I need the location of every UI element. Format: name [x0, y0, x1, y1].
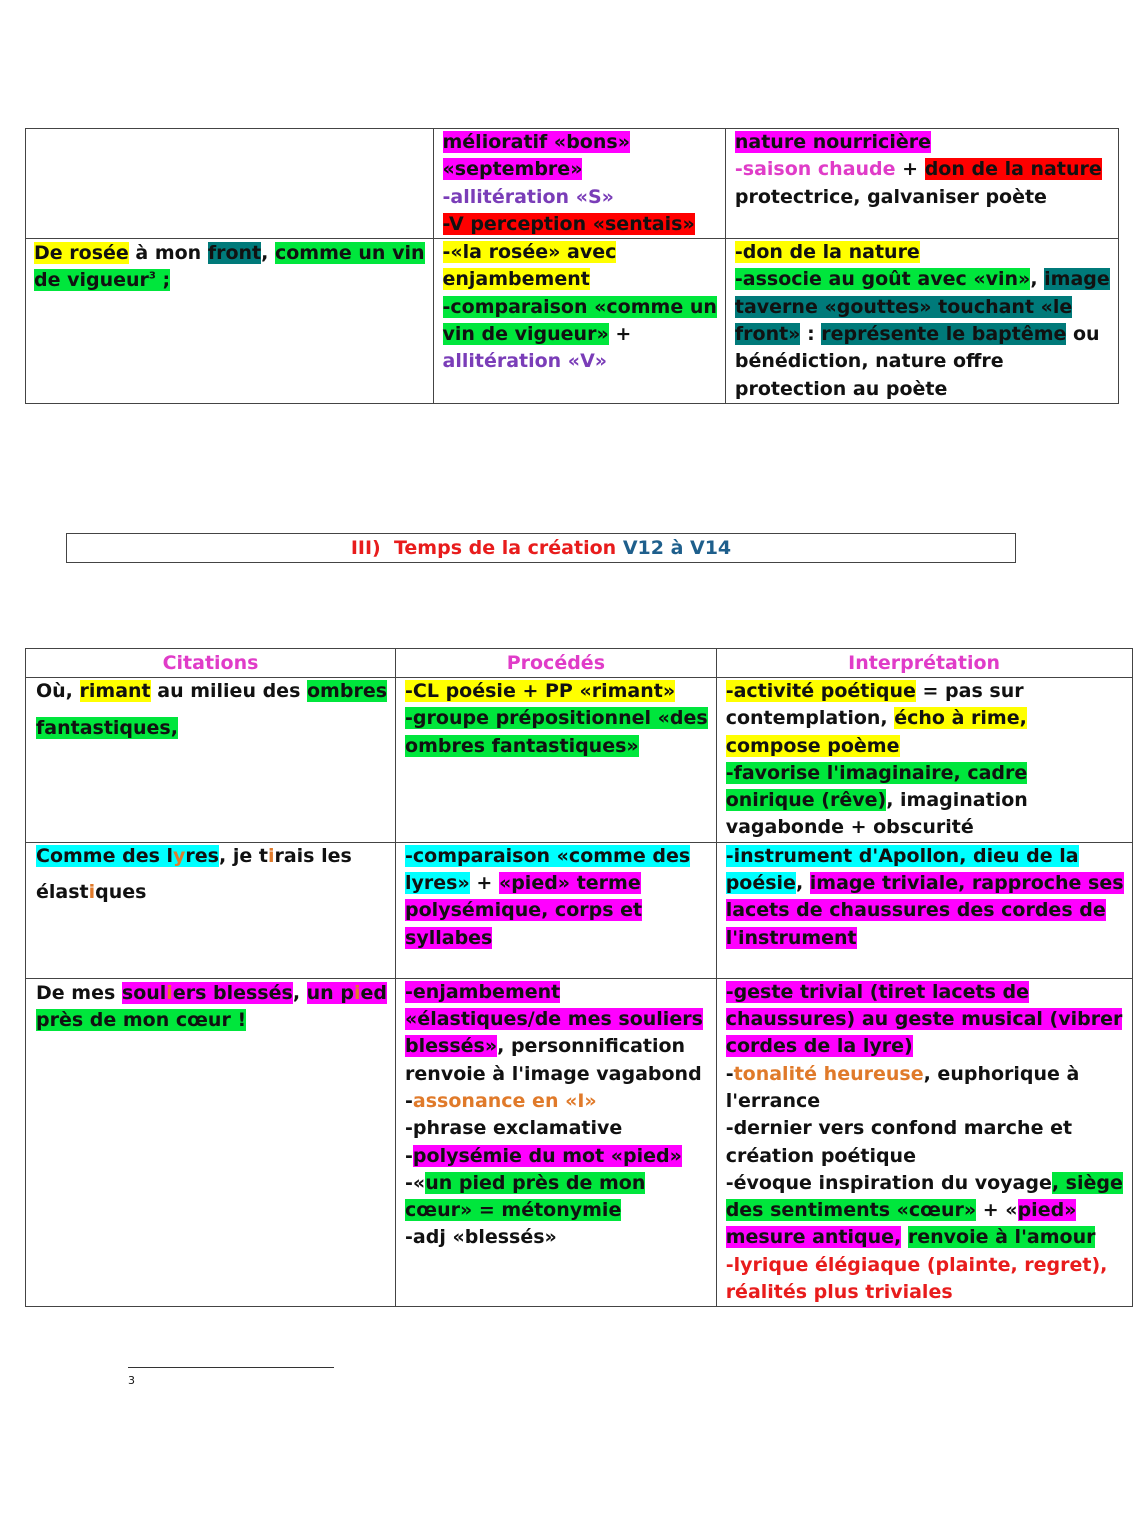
interpretation-cell: -don de la nature -associe au goût avec «vin», image taverne «gouttes» touchant «le front» : représente le baptême ou bénédiction, nature offre protection au poète [725, 239, 1118, 404]
interpretation-cell: nature nourricière -saison chaude + don de la nature protectrice, galvaniser poète [725, 129, 1118, 239]
table-row [26, 239, 1119, 404]
column-header-procedes: Procédés [396, 649, 717, 678]
column-header-citations: Citations [26, 649, 396, 678]
table-row [26, 678, 1133, 843]
citation-cell: Où, rimant au milieu des ombres fantastiques, [26, 678, 396, 843]
analysis-table [25, 648, 1133, 1307]
procedes-cell: mélioratif «bons» «septembre» -allitération «S» -V perception «sentais» [433, 129, 725, 239]
procedes-cell: -enjambement «élastiques/de mes souliers blessés», personnification renvoie à l'image vagabond -assonance en «I» -phrase exclamative -polysémie du mot «pied» -«un pied près de mon cœur» = métonymie -adj «blessés» [396, 978, 717, 1307]
section-heading [66, 533, 1016, 563]
table-row [26, 978, 1133, 1307]
table-row [26, 842, 1133, 978]
interpretation-cell: -geste trivial (tiret lacets de chaussures) au geste musical (vibrer cordes de la lyre) -tonalité heureuse, euphorique à l'errance -dernier vers confond marche et création poétique -évoque inspiration du voyage, siège des sentiments «cœur» + «pied» mesure antique, renvoie à l'amour -lyrique élégiaque (plainte, regret), réalités plus triviales [716, 978, 1132, 1307]
procedes-cell: -CL poésie + PP «rimant» -groupe prépositionnel «des ombres fantastiques» [396, 678, 717, 843]
section-range: V12 à V14 [622, 537, 732, 559]
citation-cell [26, 129, 434, 239]
footnote-number: 3 [128, 1374, 135, 1387]
analysis-table-continued [25, 128, 1119, 404]
procedes-cell: -«la rosée» avec enjambement -comparaison «comme un vin de vigueur» + allitération «V» [433, 239, 725, 404]
column-header-interpretation: Interprétation [716, 649, 1132, 678]
section-title: Temps de la création [393, 537, 617, 559]
footnote-separator [128, 1367, 334, 1368]
interpretation-cell: -activité poétique = pas sur contemplation, écho à rime, compose poème -favorise l'imaginaire, cadre onirique (rêve), imagination vagabonde + obscurité [716, 678, 1132, 843]
citation-cell: De mes souliers blessés, un pied près de mon cœur ! [26, 978, 396, 1307]
section-numeral: III) [350, 537, 381, 559]
citation-cell: Comme des lyres, je tirais les élastiques [26, 842, 396, 978]
interpretation-cell: -instrument d'Apollon, dieu de la poésie, image triviale, rapproche ses lacets de chaussures des cordes de l'instrument [716, 842, 1132, 978]
citation-cell: De rosée à mon front, comme un vin de vigueur$^3$ ; [26, 239, 434, 404]
table-header-row [26, 649, 1133, 678]
table-row [26, 129, 1119, 239]
procedes-cell: -comparaison «comme des lyres» + «pied» terme polysémique, corps et syllabes [396, 842, 717, 978]
